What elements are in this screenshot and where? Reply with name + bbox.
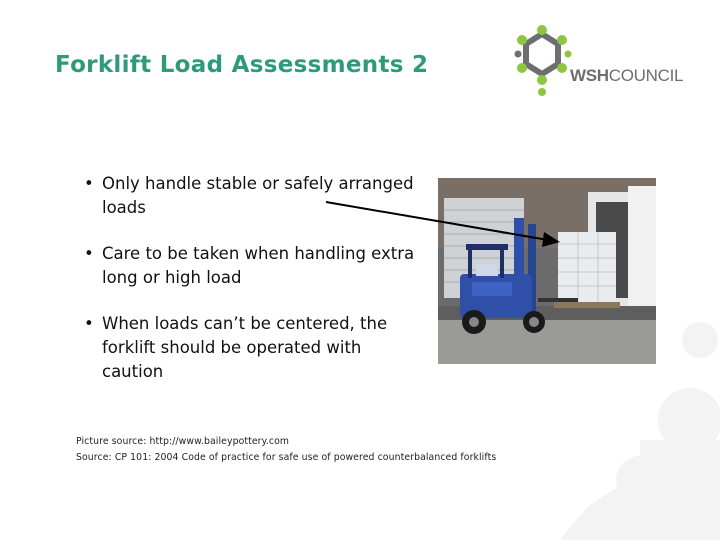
bullet-list: [84, 172, 424, 406]
bullet-text: When loads can’t be centered, the forklift should be operated with caution: [102, 314, 388, 381]
forklift-photo: [438, 178, 656, 364]
logo-brand-bold: WSH: [570, 66, 609, 85]
wsh-council-logo: [512, 24, 692, 98]
logo-mark-icon: [515, 25, 572, 96]
bullet-text: Only handle stable or safely arranged loads: [102, 174, 414, 217]
document-source: Source: CP 101: 2004 Code of practice for safe use of powered counterbalanced forklifts: [76, 452, 497, 463]
bullet-item: [84, 172, 424, 220]
logo-wordmark: [570, 66, 683, 86]
bullet-item: [84, 312, 424, 384]
bullet-item: [84, 242, 424, 290]
slide-title: Forklift Load Assessments 2: [55, 52, 429, 78]
bullet-icon: •: [84, 174, 94, 193]
bullet-text: Care to be taken when handling extra long or high load: [102, 244, 415, 287]
logo-brand-light: COUNCIL: [608, 66, 684, 85]
bullet-icon: •: [84, 244, 94, 263]
picture-source: Picture source: http://www.baileypottery.com: [76, 436, 290, 447]
bullet-icon: •: [84, 314, 94, 333]
